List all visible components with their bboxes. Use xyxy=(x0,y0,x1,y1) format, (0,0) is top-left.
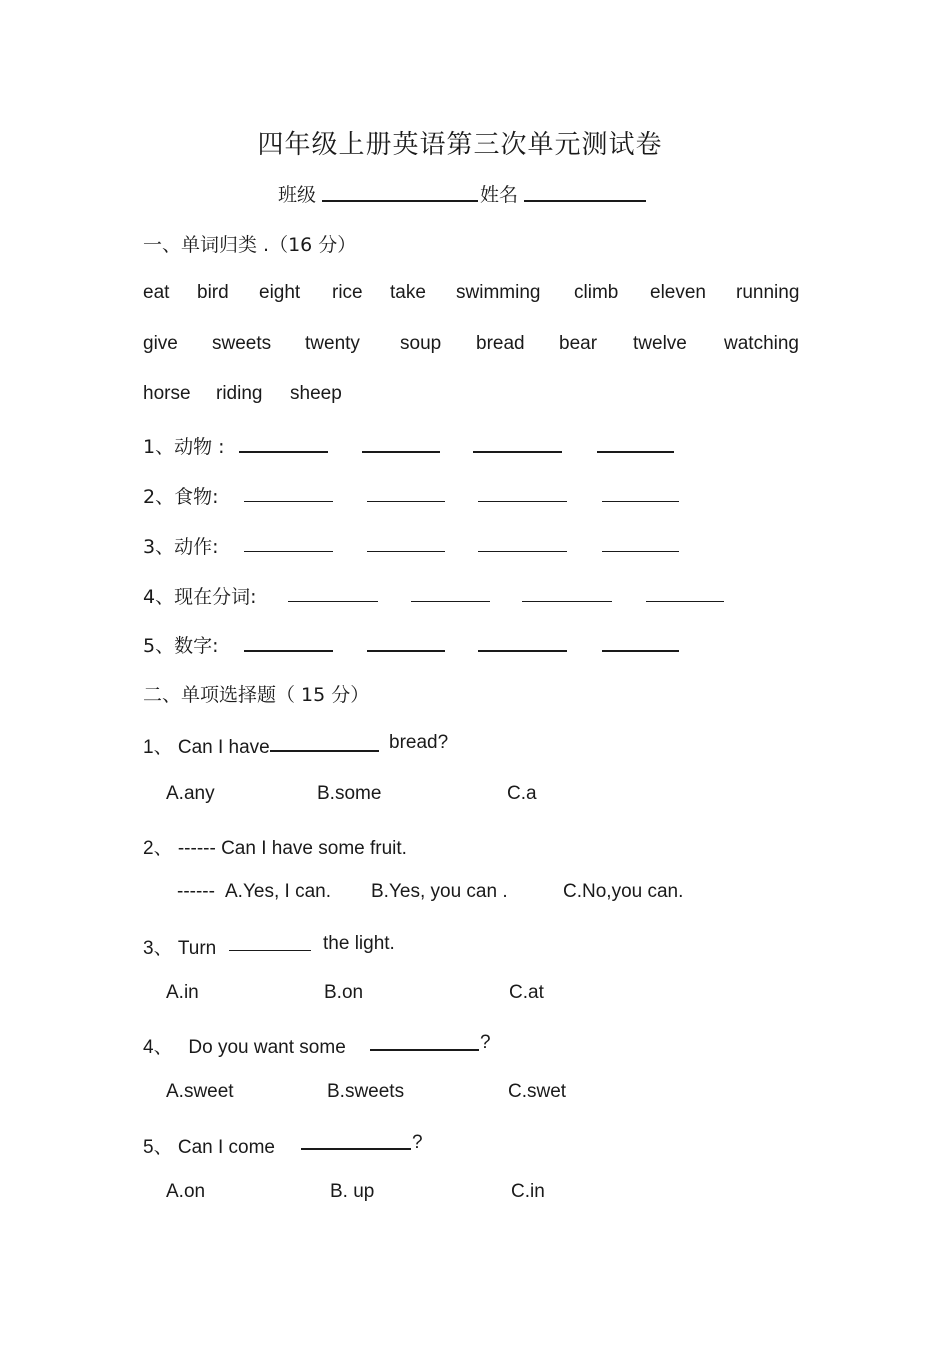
answer-blank[interactable] xyxy=(478,501,567,502)
option-b[interactable]: B. up xyxy=(330,1181,375,1202)
answer-blank[interactable] xyxy=(522,601,612,602)
answer-blank[interactable] xyxy=(478,551,567,552)
word: give xyxy=(143,333,178,354)
class-label: 班级 xyxy=(278,184,317,206)
name-blank[interactable] xyxy=(524,200,646,202)
answer-blank[interactable] xyxy=(646,601,724,602)
page-title: 四年级上册英语第三次单元测试卷 xyxy=(257,130,663,160)
option-c[interactable]: C.No,you can. xyxy=(563,881,684,902)
category-present-participle-label: 4、现在分词: xyxy=(143,586,257,608)
answer-blank[interactable] xyxy=(367,501,445,502)
answer-blank[interactable] xyxy=(244,501,333,502)
section2-heading: 二、单项选择题（ 15 分） xyxy=(143,684,370,706)
answer-blank[interactable] xyxy=(473,451,562,453)
option-b[interactable]: B.some xyxy=(317,783,382,804)
question-2: 2、 ------ Can I have some fruit. xyxy=(143,838,407,859)
word: bear xyxy=(559,333,598,354)
word: running xyxy=(736,282,800,303)
answer-blank[interactable] xyxy=(367,650,445,652)
answer-blank[interactable] xyxy=(602,551,679,552)
answer-blank[interactable] xyxy=(602,501,679,502)
section1-heading: 一、单词归类 .（16 分） xyxy=(143,234,357,256)
question-2-dash: ------ xyxy=(177,881,215,902)
question-4-blank[interactable] xyxy=(370,1049,479,1051)
word: horse xyxy=(143,383,191,404)
word: riding xyxy=(216,383,263,404)
word: watching xyxy=(724,333,799,354)
word: soup xyxy=(400,333,442,354)
word: bird xyxy=(197,282,229,303)
question-3-blank[interactable] xyxy=(229,950,311,951)
answer-blank[interactable] xyxy=(362,451,440,453)
question-5: 5、 Can I come xyxy=(143,1137,275,1158)
option-c[interactable]: C.a xyxy=(507,783,537,804)
question-4-suffix: ? xyxy=(480,1032,491,1053)
question-5-blank[interactable] xyxy=(301,1148,411,1150)
question-1-suffix: bread? xyxy=(389,732,449,753)
word: swimming xyxy=(456,282,541,303)
question-4: 4、 Do you want some xyxy=(143,1037,346,1058)
answer-blank[interactable] xyxy=(239,451,328,453)
option-a[interactable]: A.on xyxy=(166,1181,206,1202)
option-a[interactable]: A.any xyxy=(166,783,215,804)
option-c[interactable]: C.in xyxy=(511,1181,545,1202)
word: twenty xyxy=(305,333,360,354)
question-1: 1、 Can I have xyxy=(143,737,270,758)
question-1-blank[interactable] xyxy=(270,750,379,752)
answer-blank[interactable] xyxy=(602,650,679,652)
question-3: 3、 Turn xyxy=(143,938,217,959)
word: eat xyxy=(143,282,170,303)
class-blank[interactable] xyxy=(322,200,478,202)
category-actions-label: 3、动作: xyxy=(143,536,219,558)
word: twelve xyxy=(633,333,687,354)
question-3-suffix: the light. xyxy=(323,933,395,954)
word: eleven xyxy=(650,282,706,303)
answer-blank[interactable] xyxy=(288,601,378,602)
word: bread xyxy=(476,333,525,354)
word: rice xyxy=(332,282,363,303)
word: eight xyxy=(259,282,301,303)
answer-blank[interactable] xyxy=(244,650,333,652)
answer-blank[interactable] xyxy=(597,451,674,453)
answer-blank[interactable] xyxy=(367,551,445,552)
name-label: 姓名 xyxy=(480,184,519,206)
category-numbers-label: 5、数字: xyxy=(143,635,219,657)
word: sweets xyxy=(212,333,272,354)
word: take xyxy=(390,282,426,303)
option-b[interactable]: B.on xyxy=(324,982,364,1003)
option-a[interactable]: A.in xyxy=(166,982,199,1003)
option-b[interactable]: B.Yes, you can . xyxy=(371,881,508,902)
option-a[interactable]: A.Yes, I can. xyxy=(225,881,331,902)
word: sheep xyxy=(290,383,342,404)
option-c[interactable]: C.swet xyxy=(508,1081,567,1102)
answer-blank[interactable] xyxy=(244,551,333,552)
answer-blank[interactable] xyxy=(411,601,490,602)
category-animals-label: 1、动物 : xyxy=(143,436,225,458)
option-a[interactable]: A.sweet xyxy=(166,1081,234,1102)
answer-blank[interactable] xyxy=(478,650,567,652)
category-food-label: 2、食物: xyxy=(143,486,219,508)
question-5-suffix: ? xyxy=(412,1132,423,1153)
option-b[interactable]: B.sweets xyxy=(327,1081,405,1102)
option-c[interactable]: C.at xyxy=(509,982,544,1003)
word: climb xyxy=(574,282,619,303)
